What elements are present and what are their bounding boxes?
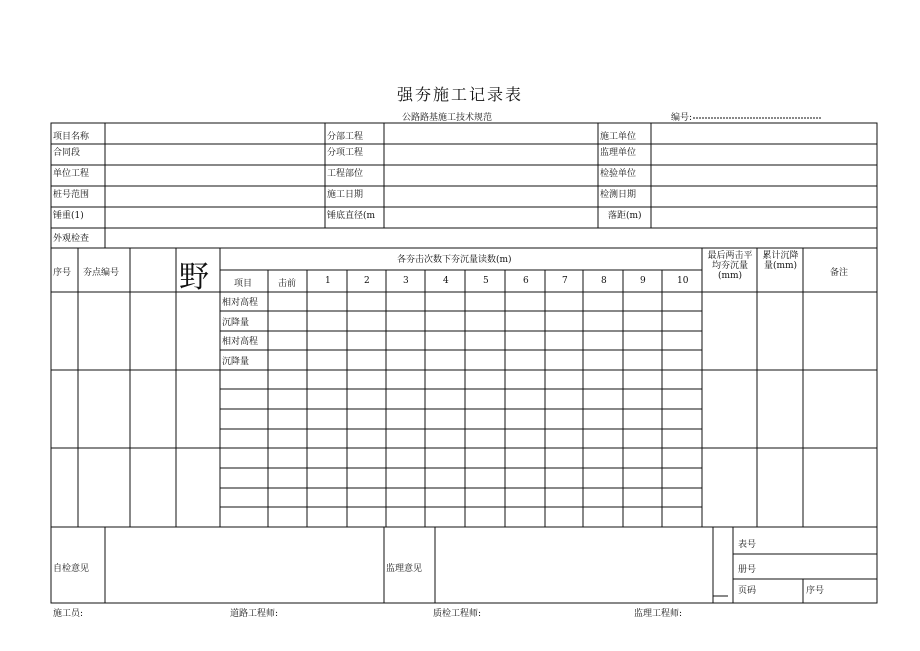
- label-drop-distance: 落距(m): [608, 211, 642, 221]
- col-final-avg: 最后两击平均夯沉量(mm): [707, 251, 753, 281]
- label-construction-date: 施工日期: [327, 190, 364, 200]
- page-title: 强夯施工记录表: [396, 85, 523, 104]
- label-station-range: 桩号范围: [53, 190, 90, 200]
- standard-label: 公路路基施工技术规范: [402, 113, 493, 123]
- label-supervision: 监理意见: [386, 564, 423, 574]
- label-hammer-weight: 锤重(1): [53, 211, 84, 221]
- label-table-no: 表号: [738, 540, 757, 550]
- col-reading-header: 各夯击次数下夯沉量读数(m): [397, 255, 512, 265]
- col-count-4: 4: [443, 276, 449, 286]
- col-seq: 序号: [53, 268, 72, 278]
- label-division: 分部工程: [327, 132, 364, 142]
- label-sub-item: 分项工程: [327, 148, 364, 158]
- label-inspection-unit: 检验单位: [600, 169, 637, 179]
- row-label-elevation-2: 相对高程: [222, 337, 259, 347]
- label-unit-project: 单位工程: [53, 169, 90, 179]
- label-project-name: 项目名称: [53, 132, 90, 142]
- row-label-elevation-1: 相对高程: [222, 298, 259, 308]
- col-count-2: 2: [364, 276, 370, 286]
- serial-label: 编号:: [671, 113, 693, 123]
- label-inspection-date: 检测日期: [600, 190, 637, 200]
- col-item: 项目: [234, 279, 253, 289]
- col-remarks: 备注: [830, 268, 849, 278]
- label-project-location: 工程部位: [327, 169, 364, 179]
- label-page-no: 页码: [738, 586, 757, 596]
- label-hammer-diameter: 锤底直径(m: [327, 211, 376, 221]
- col-count-5: 5: [483, 276, 489, 286]
- col-count-10: 10: [677, 276, 689, 286]
- sign-constructor: 施工员:: [53, 609, 84, 619]
- label-contractor: 施工单位: [600, 132, 637, 142]
- label-appearance-check: 外观检查: [53, 234, 90, 244]
- col-count-7: 7: [562, 276, 568, 286]
- col-before: 击前: [278, 279, 297, 289]
- sign-supervising-engineer: 监理工程师:: [634, 609, 683, 619]
- col-count-8: 8: [601, 276, 607, 286]
- sign-qc-engineer: 质检工程师:: [433, 609, 482, 619]
- col-count-3: 3: [403, 276, 409, 286]
- row-label-settlement-2: 沉降量: [222, 357, 250, 367]
- col-cumulative: 累计沉降量(mm): [762, 251, 799, 271]
- col-count-6: 6: [523, 276, 529, 286]
- label-self-check: 自检意见: [53, 564, 90, 574]
- stray-character: 野: [179, 260, 209, 295]
- label-contract-section: 合同段: [53, 148, 81, 158]
- sign-road-engineer: 道路工程师:: [230, 609, 279, 619]
- label-volume-no: 册号: [738, 565, 757, 575]
- label-supervisor-unit: 监理单位: [600, 148, 637, 158]
- col-point-no: 夯点编号: [83, 268, 120, 278]
- row-label-settlement-1: 沉降量: [222, 318, 250, 328]
- label-sequence-no: 序号: [806, 586, 825, 596]
- col-count-1: 1: [325, 276, 331, 286]
- col-count-9: 9: [640, 276, 646, 286]
